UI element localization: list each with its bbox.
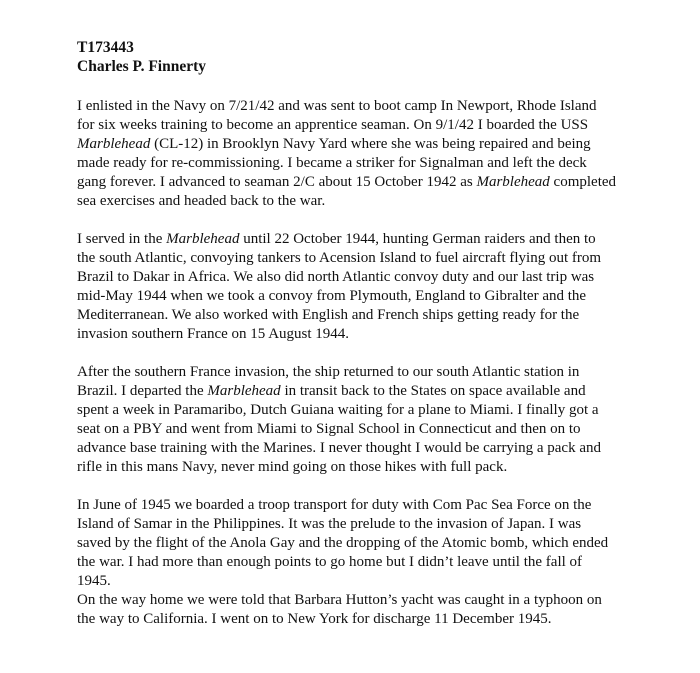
paragraph-1 xyxy=(77,97,637,211)
text-line xyxy=(77,97,637,116)
text-run: Island of Samar in the Philippines. It was the prelude to the invasion of Japan. I was xyxy=(77,516,582,532)
text-line xyxy=(77,496,637,515)
text-line xyxy=(77,249,637,268)
paragraph-gap xyxy=(77,477,637,496)
text-line xyxy=(77,515,637,534)
text-line xyxy=(77,534,637,553)
text-run: 1945. xyxy=(77,573,111,589)
text-run: sea exercises and headed back to the war. xyxy=(77,193,326,209)
text-line xyxy=(77,553,637,572)
text-line xyxy=(77,192,637,211)
author-name: Charles P. Finnerty xyxy=(77,58,207,75)
body-text xyxy=(77,97,637,629)
text-run: gang forever. I advanced to seaman 2/C about 15 October 1942 as xyxy=(77,174,477,190)
text-run: invasion southern France on 15 August 1944. xyxy=(77,326,350,342)
document-id: T173443 xyxy=(77,39,134,56)
text-run: saved by the flight of the Anola Gay and the dropping of the Atomic bomb, which ended xyxy=(77,535,609,551)
text-line xyxy=(77,173,637,192)
text-run: In June of 1945 we boarded a troop transport for duty with Com Pac Sea Force on the xyxy=(77,497,592,513)
document-page xyxy=(77,38,637,629)
text-line xyxy=(77,230,637,249)
ship-name-italic: Marblehead xyxy=(166,231,240,247)
text-run: seat on a PBY and went from Miami to Signal School in Connecticut and then on to xyxy=(77,421,581,437)
text-line xyxy=(77,325,637,344)
text-line xyxy=(77,572,637,591)
text-line xyxy=(77,154,637,173)
text-run: made ready for re-commissioning. I became a striker for Signalman and left the deck xyxy=(77,155,587,171)
paragraph-4 xyxy=(77,496,637,629)
text-run: On the way home we were told that Barbara Hutton’s yacht was caught in a typhoon on xyxy=(77,592,602,608)
text-run: advance base training with the Marines. I never thought I would be carrying a pack and xyxy=(77,440,601,456)
text-run: in transit back to the States on space available and xyxy=(280,383,586,399)
text-run: spent a week in Paramaribo, Dutch Guiana waiting for a plane to Miami. I finally got a xyxy=(77,402,599,418)
text-run: I served in the xyxy=(77,231,167,247)
text-run: the south Atlantic, convoying tankers to Acension Island to fuel aircraft flying out from xyxy=(77,250,602,266)
text-run: Brazil. I departed the xyxy=(77,383,208,399)
ship-name-italic: Marblehead xyxy=(476,174,550,190)
paragraph-gap xyxy=(77,344,637,363)
text-run: completed xyxy=(549,174,617,190)
text-line xyxy=(77,401,637,420)
text-run: (CL-12) in Brooklyn Navy Yard where she was being repaired and being xyxy=(150,136,591,152)
text-line xyxy=(77,287,637,306)
text-line xyxy=(77,382,637,401)
text-line xyxy=(77,135,637,154)
text-run: until 22 October 1944, hunting German raiders and then to xyxy=(239,231,596,247)
ship-name-italic: Marblehead xyxy=(207,383,281,399)
paragraph-2 xyxy=(77,230,637,344)
text-run: Brazil to Dakar in Africa. We also did north Atlantic convoy duty and our last trip was xyxy=(77,269,595,285)
text-run: I enlisted in the Navy on 7/21/42 and was sent to boot camp In Newport, Rhode Island xyxy=(77,98,597,114)
spacer xyxy=(77,76,637,97)
text-line xyxy=(77,306,637,325)
text-run: the war. I had more than enough points to go home but I didn’t leave until the fall of xyxy=(77,554,583,570)
paragraph-gap xyxy=(77,211,637,230)
text-line xyxy=(77,439,637,458)
text-run: Mediterranean. We also worked with English and French ships getting ready for the xyxy=(77,307,580,323)
text-run: the way to California. I went on to New York for discharge 11 December 1945. xyxy=(77,611,552,627)
text-line xyxy=(77,363,637,382)
text-line xyxy=(77,591,637,610)
ship-name-italic: Marblehead xyxy=(77,136,151,152)
text-line xyxy=(77,420,637,439)
text-line xyxy=(77,268,637,287)
text-run: After the southern France invasion, the ship returned to our south Atlantic station in xyxy=(77,364,580,380)
paragraph-3 xyxy=(77,363,637,477)
text-run: for six weeks training to become an apprentice seaman. On 9/1/42 I boarded the USS xyxy=(77,117,589,133)
text-line xyxy=(77,610,637,629)
text-run: rifle in this mans Navy, never mind going on those hikes with full pack. xyxy=(77,459,508,475)
text-line xyxy=(77,116,637,135)
text-run: mid-May 1944 when we took a convoy from Plymouth, England to Gibralter and the xyxy=(77,288,587,304)
text-line xyxy=(77,458,637,477)
